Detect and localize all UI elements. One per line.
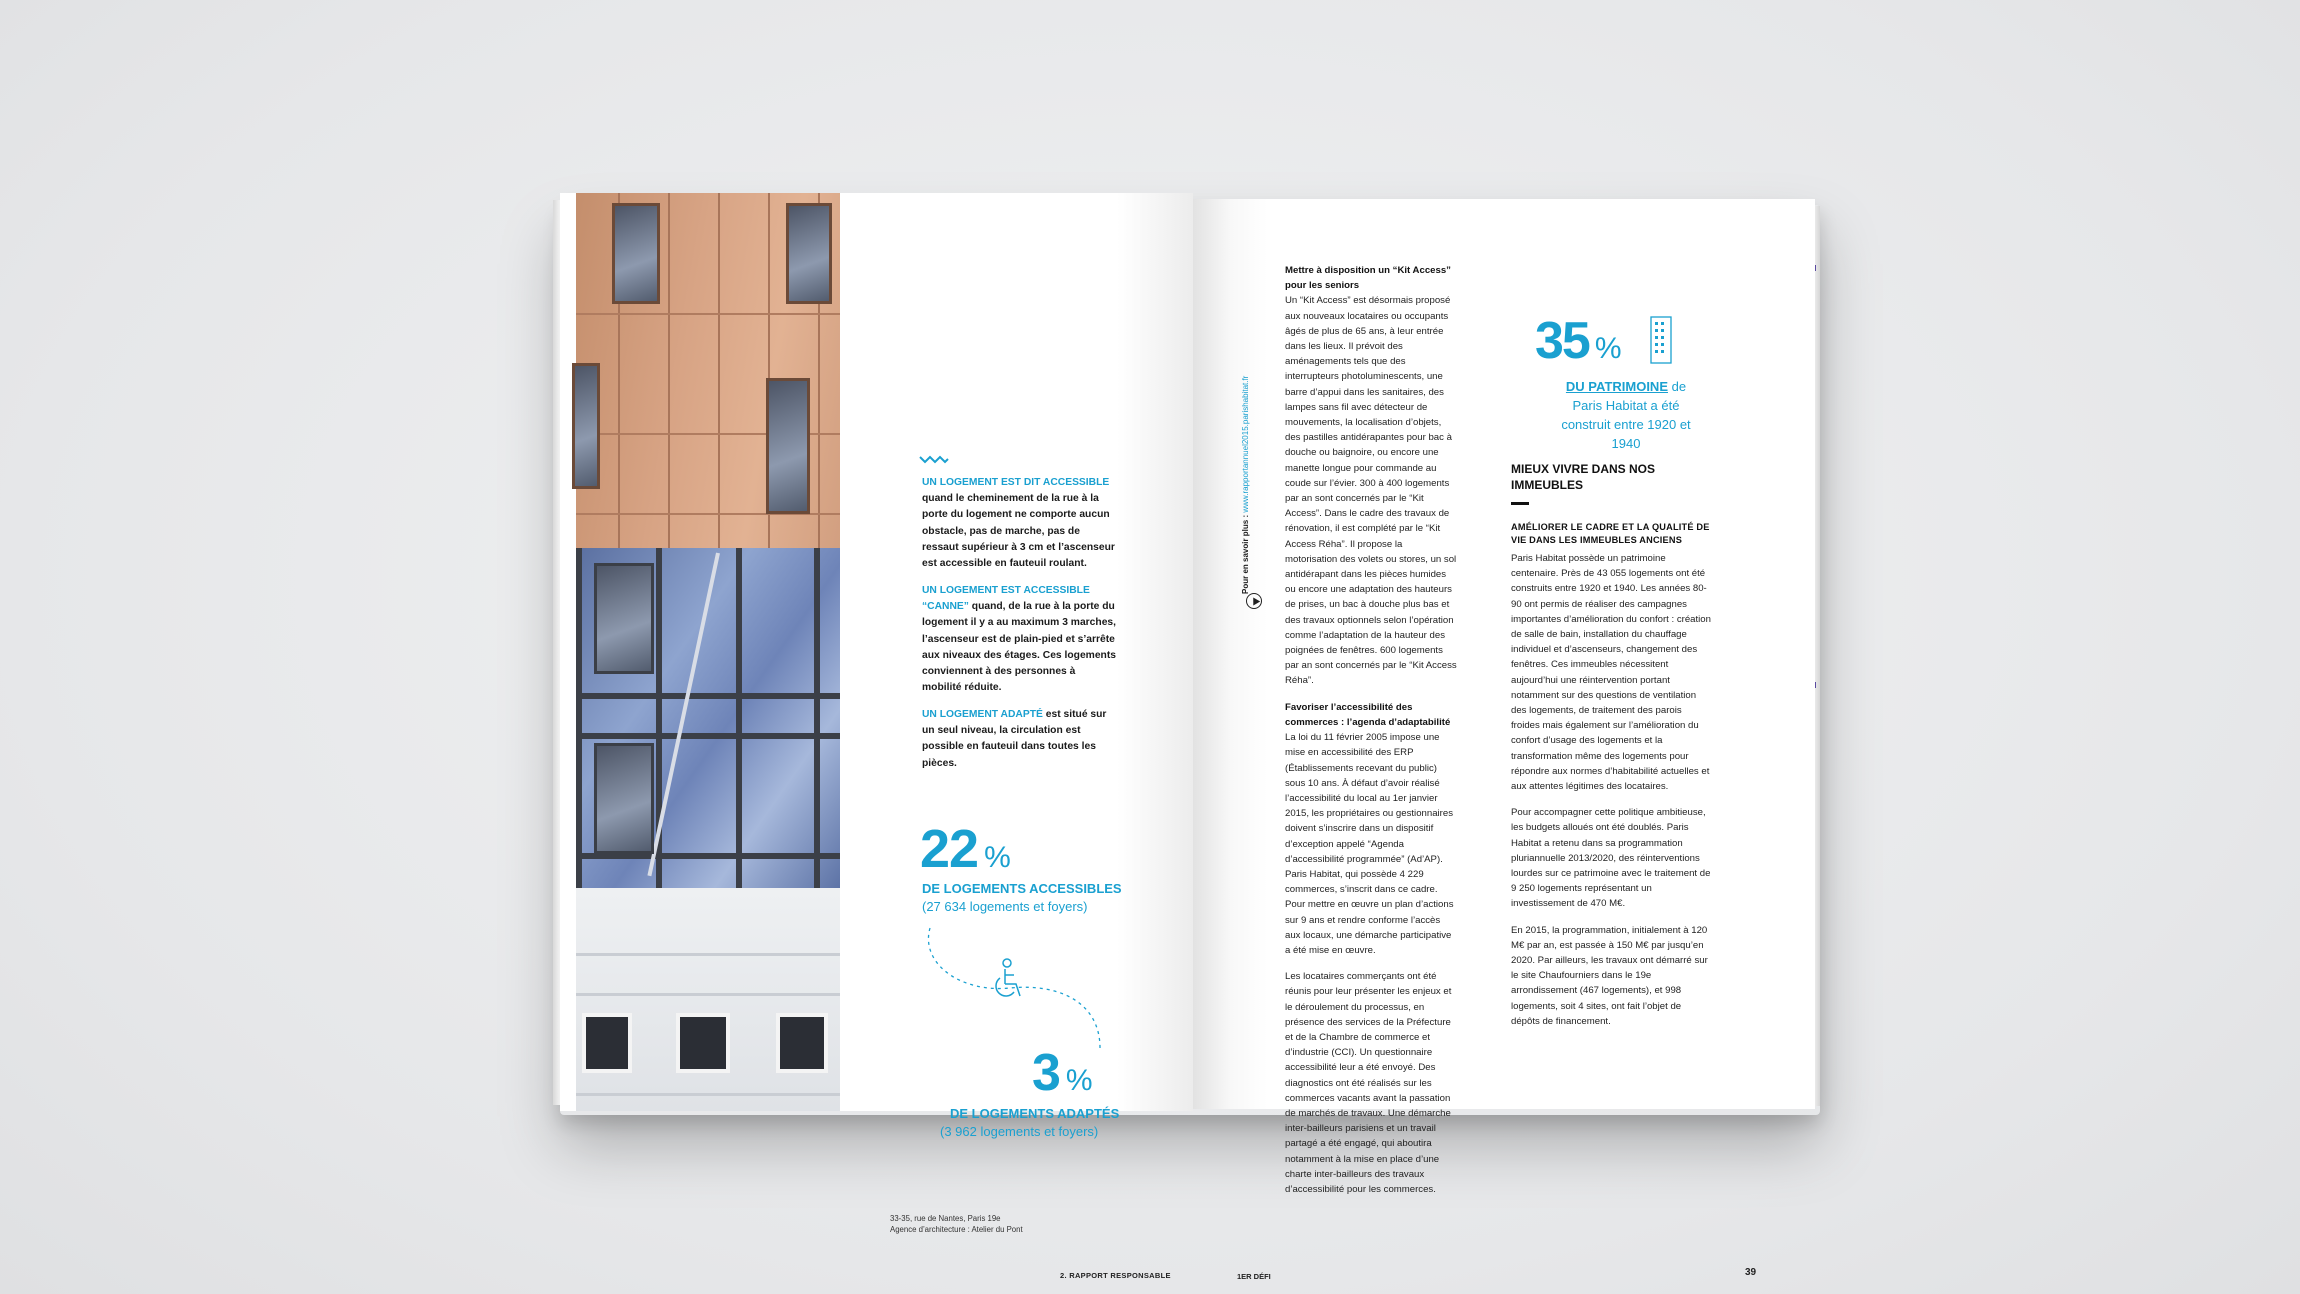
- column-1: [1285, 263, 1457, 1197]
- stat-label-adapte: DE LOGEMENTS ADAPTÉS: [950, 1106, 1120, 1121]
- definition-accessible: [922, 475, 1117, 572]
- paragraph-locataires: Les locataires commerçants ont été réunis pour leur présenter les enjeux et le déroulement du processus, en présence des services de la Préfecture et de la Chambre de commerce et d’industrie (CCI). Un questionnaire accessibilité leur a été envoyé. Des diagnostics ont été réalisés sur les commerces vacants avant la passation de marchés de travaux. Une démarche inter-bailleurs parisiens et un travail partagé a été engagé, qui aboutira notamment à la mise en place d’une charte inter-bailleurs des travaux d’accessibilité pour les commerces.: [1285, 971, 1452, 1195]
- definition-key: UN LOGEMENT ADAPTÉ: [922, 709, 1043, 720]
- side-note-label: Pour en savoir plus :: [1241, 514, 1250, 594]
- definition-key: UN LOGEMENT EST DIT ACCESSIBLE: [922, 477, 1110, 488]
- white-facade: [576, 888, 840, 1111]
- heading-kit-access: Mettre à disposition un “Kit Access” pour les seniors: [1285, 265, 1451, 292]
- building-icon: [1648, 315, 1674, 365]
- page-number: 39: [1745, 1267, 1757, 1278]
- side-note: [1241, 376, 1250, 594]
- paragraph-programmation: En 2015, la programmation, initialement à 120 M€ par an, est passée à 150 M€ par jusqu’en 2020. Par ailleurs, les travaux ont démarré sur le site Chaufourniers dans le 19e arrondissement (467 logements), et 998 logements, soit 4 sites, ont fait l’objet de dépôts de financement.: [1511, 924, 1708, 1027]
- wheelchair-icon: [990, 958, 1026, 1002]
- heading-commerces: Favoriser l’accessibilité des commerces : l’agenda d’adaptabilité: [1285, 701, 1451, 728]
- stat-sub-adapte: (3 962 logements et foyers): [940, 1124, 1099, 1139]
- window: [572, 363, 600, 489]
- stat-unit: %: [984, 841, 1010, 874]
- left-page: [560, 193, 1193, 1280]
- stat-unit: %: [1594, 332, 1620, 365]
- photo-caption: [890, 1213, 1023, 1235]
- stat-adapte: [1032, 1043, 1092, 1103]
- stat-value: 22: [920, 819, 979, 879]
- paragraph-kit-access: Un “Kit Access” est désormais proposé aux nouveaux locataires ou occupants âgés de plus de 65 ans, à leur entrée dans les lieux. Il prévoit des aménagements tels que des interrupteurs photoluminescents, une barre d’appui dans les sanitaires, des lampes sans fil avec détecteur de mouvements, la localisation d’objets, des pastilles antidérapantes pour bac à douche ou baignoire, ou encore une manette longue pour commande au coude sur l’évier. 300 à 400 logements par an sont concernés par le “Kit Access”. Dans le cadre des travaux de rénovation, il est complété par le “Kit Access Réha”. Il propose la motorisation des volets ou stores, un sol antidérapant dans les pièces humides ou encore une adaptation des hauteurs de prises, un bac à douche plus bas et des travaux optionnels selon l’opération comme l’adaptation de la hauteur des poignées de fenêtres. 600 logements par an sont concernés par le “Kit Access Réha”.: [1285, 295, 1457, 687]
- definition-text: est situé sur un seul niveau, la circulation est possible en fauteuil dans toutes les pièces.: [922, 709, 1107, 769]
- stat-label-rest: de Paris Habitat a été construit entre 1920 et 1940: [1561, 379, 1691, 451]
- window: [676, 1013, 730, 1073]
- building-photo: [576, 193, 840, 1111]
- definition-text: quand, de la rue à la porte du logement il y a au maximum 3 marches, l’ascenseur est de plain-pied et s’arrête aux niveaux des étages. Ces logements conviennent à des personnes à mobilité réduite.: [922, 601, 1117, 694]
- stat-label-accessible: DE LOGEMENTS ACCESSIBLES: [922, 881, 1122, 896]
- cursor-icon: [1246, 593, 1262, 609]
- definition-key: UN LOGEMENT EST ACCESSIBLE “CANNE”: [922, 585, 1090, 613]
- sub-title: AMÉLIORER LE CADRE ET LA QUALITÉ DE VIE DANS LES IMMEUBLES ANCIENS: [1511, 522, 1710, 545]
- stat-label-bold: DU PATRIMOINE: [1565, 379, 1668, 394]
- stat-accessible: [920, 818, 1010, 880]
- stat-value: 35: [1535, 312, 1589, 370]
- stat-value: 3: [1032, 1044, 1060, 1102]
- stat-patrimoine-text: [1561, 377, 1691, 453]
- column-2: [1511, 551, 1711, 1029]
- window: [766, 378, 810, 514]
- section-title: MIEUX VIVRE DANS NOS IMMEUBLES: [1511, 462, 1656, 492]
- wave-icon: [920, 455, 948, 465]
- window: [612, 203, 660, 304]
- page-footer-section: 1ER DÉFI: [1237, 1272, 1271, 1281]
- paragraph-loi: La loi du 11 février 2005 impose une mise en accessibilité des ERP (Établissements recevant du public) sous 10 ans. À défaut d’avoir réalisé l’accessibilité du local au 1er janvier 2015, les propriétaires ou gestionnaires doivent s’inscrire dans un dispositif d’exception appelé “Agenda d’accessibilité programmée” (Ad’AP). Paris Habitat, qui possède 4 229 commerces, s’inscrit dans ce cadre. Pour mettre en œuvre un plan d’actions sur 9 ans et rendre conforme l’accès aux locaux, une démarche participative a été mise en œuvre.: [1285, 732, 1454, 956]
- definition-text: quand le cheminement de la rue à la porte du logement ne comporte aucun obstacle, pas de marche, pas de ressaut supérieur à 3 cm et l’ascenseur est accessible en fauteuil roulant.: [922, 493, 1115, 570]
- definition-adapte: [922, 707, 1117, 772]
- stat-unit: %: [1065, 1064, 1092, 1097]
- window: [776, 1013, 828, 1073]
- paragraph-budgets: Pour accompagner cette politique ambitieuse, les budgets alloués ont été doublés. Paris Habitat a retenu dans sa programmation pluriannuelle 2013/2020, des réinterventions lourdes sur ce patrimoine avec le traitement de 9 250 logements représentant un investissement de 470 M€.: [1511, 807, 1711, 910]
- paragraph-patrimoine: Paris Habitat possède un patrimoine centenaire. Près de 43 055 logements ont été construits entre 1920 et 1940. Les années 80-90 ont permis de réaliser des campagnes importantes d’amélioration du confort : création de salle de bain, installation du chauffage individuel et d’ascenseurs, changement des fenêtres. Ces immeubles nécessitent aujourd’hui une réintervention portant notamment sur des questions de ventilation des logements, de traitement des parois froides mais également sur l’amélioration du confort d’usage des logements et la transformation même des logements pour répondre aux normes d’habitabilité actuelles et aux attentes légitimes des locataires.: [1511, 553, 1711, 793]
- section-rule: [1511, 502, 1529, 505]
- caption-address: 33-35, rue de Nantes, Paris 19e: [890, 1214, 1001, 1223]
- stat-patrimoine: [1535, 311, 1620, 371]
- right-page: [1193, 199, 1815, 1281]
- definition-accessible-canne: [922, 583, 1117, 696]
- window: [594, 743, 654, 854]
- window: [786, 203, 832, 304]
- stat-sub-accessible: (27 634 logements et foyers): [922, 899, 1088, 914]
- window: [594, 563, 654, 674]
- window: [582, 1013, 632, 1073]
- caption-architect: Agence d’architecture : Atelier du Pont: [890, 1225, 1023, 1234]
- side-note-link[interactable]: www.rapportannuel2015.parishabitat.fr: [1241, 375, 1250, 513]
- page-footer-left: 2. RAPPORT RESPONSABLE: [1060, 1271, 1171, 1280]
